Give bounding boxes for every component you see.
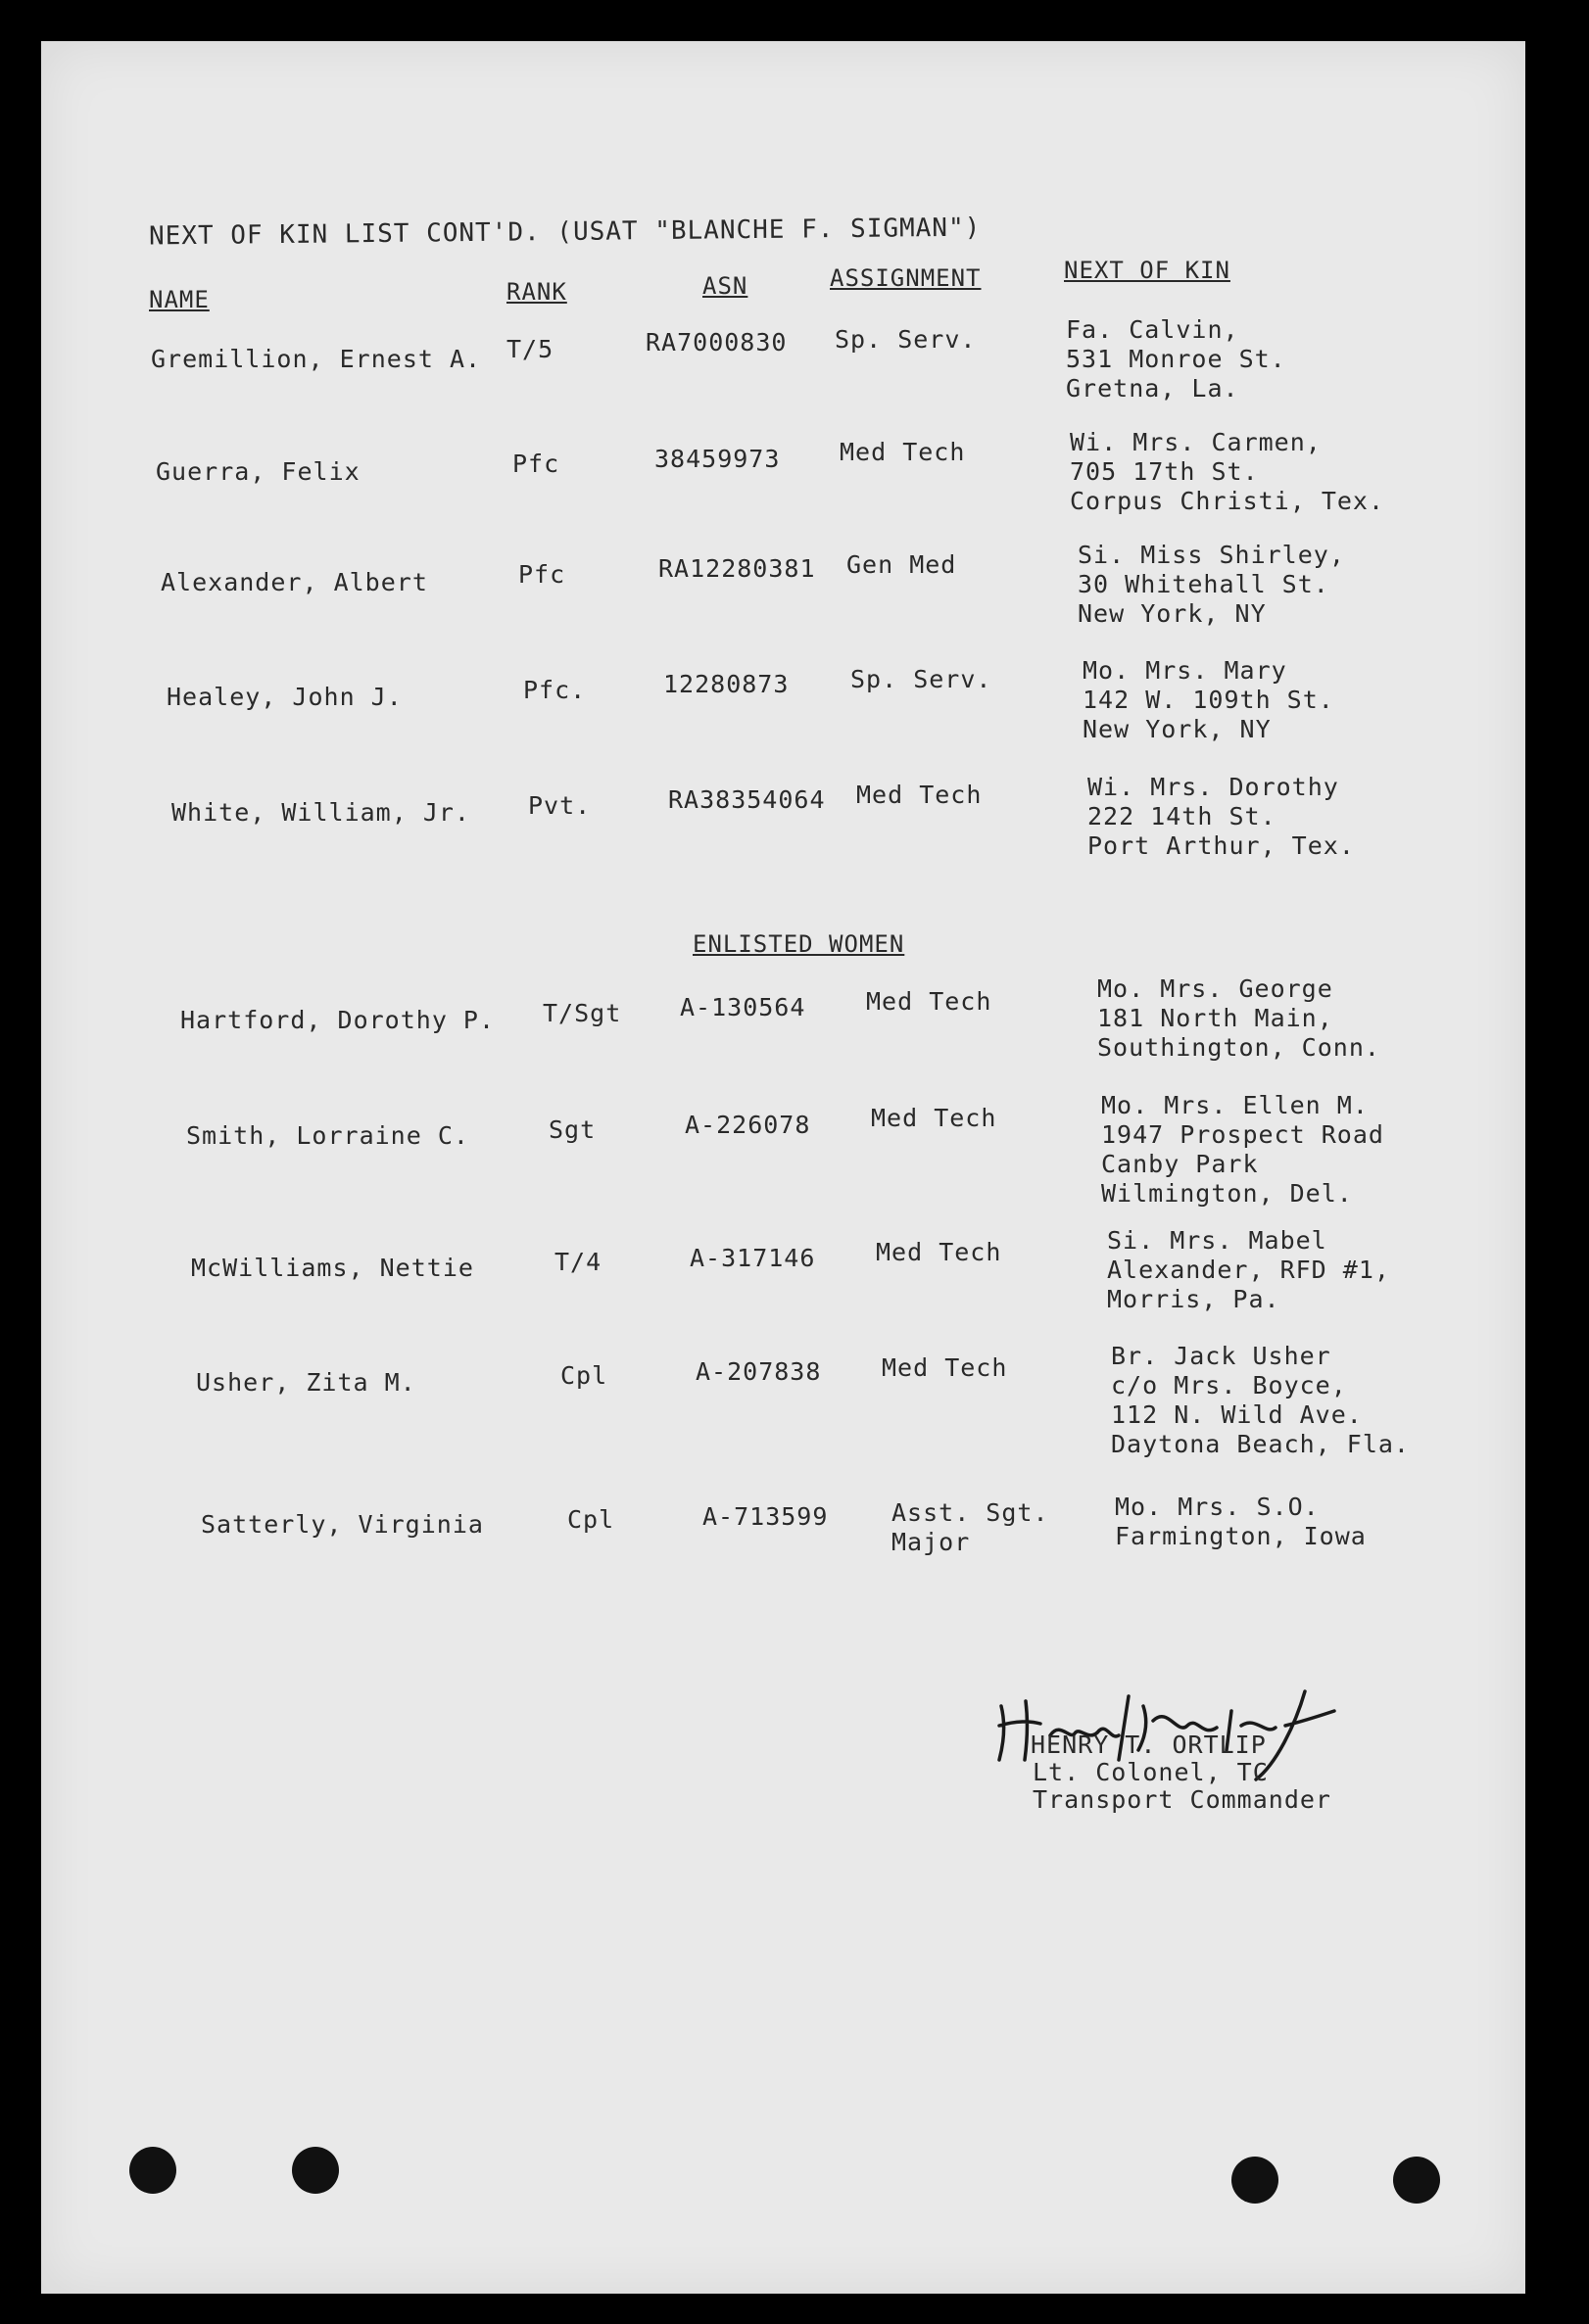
row-asn: A-226078 bbox=[685, 1111, 811, 1139]
row-next-of-kin: Wi. Mrs. Dorothy 222 14th St. Port Arthur, Tex. bbox=[1087, 773, 1355, 860]
page-title: NEXT OF KIN LIST CONT'D. (USAT "BLANCHE F. SIGMAN") bbox=[148, 213, 982, 252]
row-rank: Pvt. bbox=[528, 791, 592, 820]
section-heading: ENLISTED WOMEN bbox=[693, 930, 905, 958]
row-rank: Sgt bbox=[549, 1115, 597, 1144]
row-assignment: Med Tech bbox=[871, 1104, 997, 1132]
row-assignment: Asst. Sgt. Major bbox=[891, 1498, 1049, 1556]
row-name: Satterly, Virginia bbox=[201, 1510, 484, 1539]
signature-role: Transport Commander bbox=[1033, 1785, 1331, 1814]
row-name: Hartford, Dorothy P. bbox=[180, 1006, 496, 1034]
row-assignment: Med Tech bbox=[840, 438, 966, 466]
row-name: Usher, Zita M. bbox=[196, 1368, 416, 1397]
row-rank: Pfc bbox=[512, 450, 560, 478]
row-name: White, William, Jr. bbox=[171, 798, 470, 827]
row-asn: A-130564 bbox=[680, 993, 806, 1021]
row-assignment: Med Tech bbox=[876, 1238, 1002, 1266]
row-assignment: Gen Med bbox=[846, 550, 957, 579]
row-name: Guerra, Felix bbox=[156, 457, 361, 486]
row-next-of-kin: Si. Miss Shirley, 30 Whitehall St. New York, NY bbox=[1078, 541, 1345, 628]
row-next-of-kin: Mo. Mrs. George 181 North Main, Southington, Conn. bbox=[1097, 974, 1380, 1062]
row-rank: Cpl bbox=[567, 1505, 615, 1534]
row-assignment: Sp. Serv. bbox=[835, 325, 977, 354]
row-next-of-kin: Wi. Mrs. Carmen, 705 17th St. Corpus Christi, Tex. bbox=[1070, 428, 1385, 515]
punch-hole bbox=[1231, 2157, 1278, 2204]
row-next-of-kin: Fa. Calvin, 531 Monroe St. Gretna, La. bbox=[1066, 315, 1286, 403]
row-name: Gremillion, Ernest A. bbox=[151, 345, 482, 373]
punch-hole bbox=[1393, 2157, 1440, 2204]
header-name: NAME bbox=[149, 286, 210, 313]
row-name: Smith, Lorraine C. bbox=[186, 1121, 469, 1150]
punch-hole bbox=[292, 2147, 339, 2194]
row-rank: T/4 bbox=[554, 1248, 602, 1276]
row-rank: T/Sgt bbox=[543, 999, 622, 1027]
row-asn: RA12280381 bbox=[658, 554, 816, 583]
row-assignment: Med Tech bbox=[866, 987, 992, 1016]
row-next-of-kin: Mo. Mrs. S.O. Farmington, Iowa bbox=[1115, 1493, 1367, 1550]
row-assignment: Med Tech bbox=[882, 1353, 1008, 1382]
row-assignment: Med Tech bbox=[856, 781, 983, 809]
row-asn: RA38354064 bbox=[668, 785, 826, 814]
row-asn: A-207838 bbox=[696, 1357, 822, 1386]
row-next-of-kin: Si. Mrs. Mabel Alexander, RFD #1, Morris, Pa. bbox=[1107, 1226, 1390, 1313]
row-rank: Pfc bbox=[518, 560, 566, 589]
row-next-of-kin: Br. Jack Usher c/o Mrs. Boyce, 112 N. Wild Ave. Daytona Beach, Fla. bbox=[1111, 1342, 1410, 1458]
row-next-of-kin: Mo. Mrs. Ellen M. 1947 Prospect Road Canby Park Wilmington, Del. bbox=[1101, 1091, 1384, 1208]
header-asn: ASN bbox=[702, 272, 748, 300]
row-rank: Pfc. bbox=[523, 676, 587, 704]
row-asn: 38459973 bbox=[654, 445, 781, 473]
punch-hole bbox=[129, 2147, 176, 2194]
row-rank: T/5 bbox=[506, 335, 554, 363]
row-asn: RA7000830 bbox=[646, 328, 788, 356]
row-name: Alexander, Albert bbox=[161, 568, 428, 596]
row-name: Healey, John J. bbox=[167, 683, 403, 711]
row-next-of-kin: Mo. Mrs. Mary 142 W. 109th St. New York, NY bbox=[1083, 656, 1334, 743]
row-rank: Cpl bbox=[560, 1361, 608, 1390]
header-next-of-kin: NEXT OF KIN bbox=[1064, 257, 1230, 284]
signature-name: HENRY T. ORTLIP bbox=[1031, 1731, 1267, 1759]
signature-title: Lt. Colonel, TC bbox=[1033, 1758, 1269, 1786]
row-name: McWilliams, Nettie bbox=[191, 1254, 474, 1282]
header-assignment: ASSIGNMENT bbox=[830, 264, 982, 292]
document-page bbox=[41, 41, 1525, 2294]
row-asn: A-317146 bbox=[690, 1244, 816, 1272]
row-asn: 12280873 bbox=[663, 670, 790, 698]
header-rank: RANK bbox=[506, 278, 567, 306]
row-assignment: Sp. Serv. bbox=[850, 665, 992, 693]
row-asn: A-713599 bbox=[702, 1502, 829, 1531]
